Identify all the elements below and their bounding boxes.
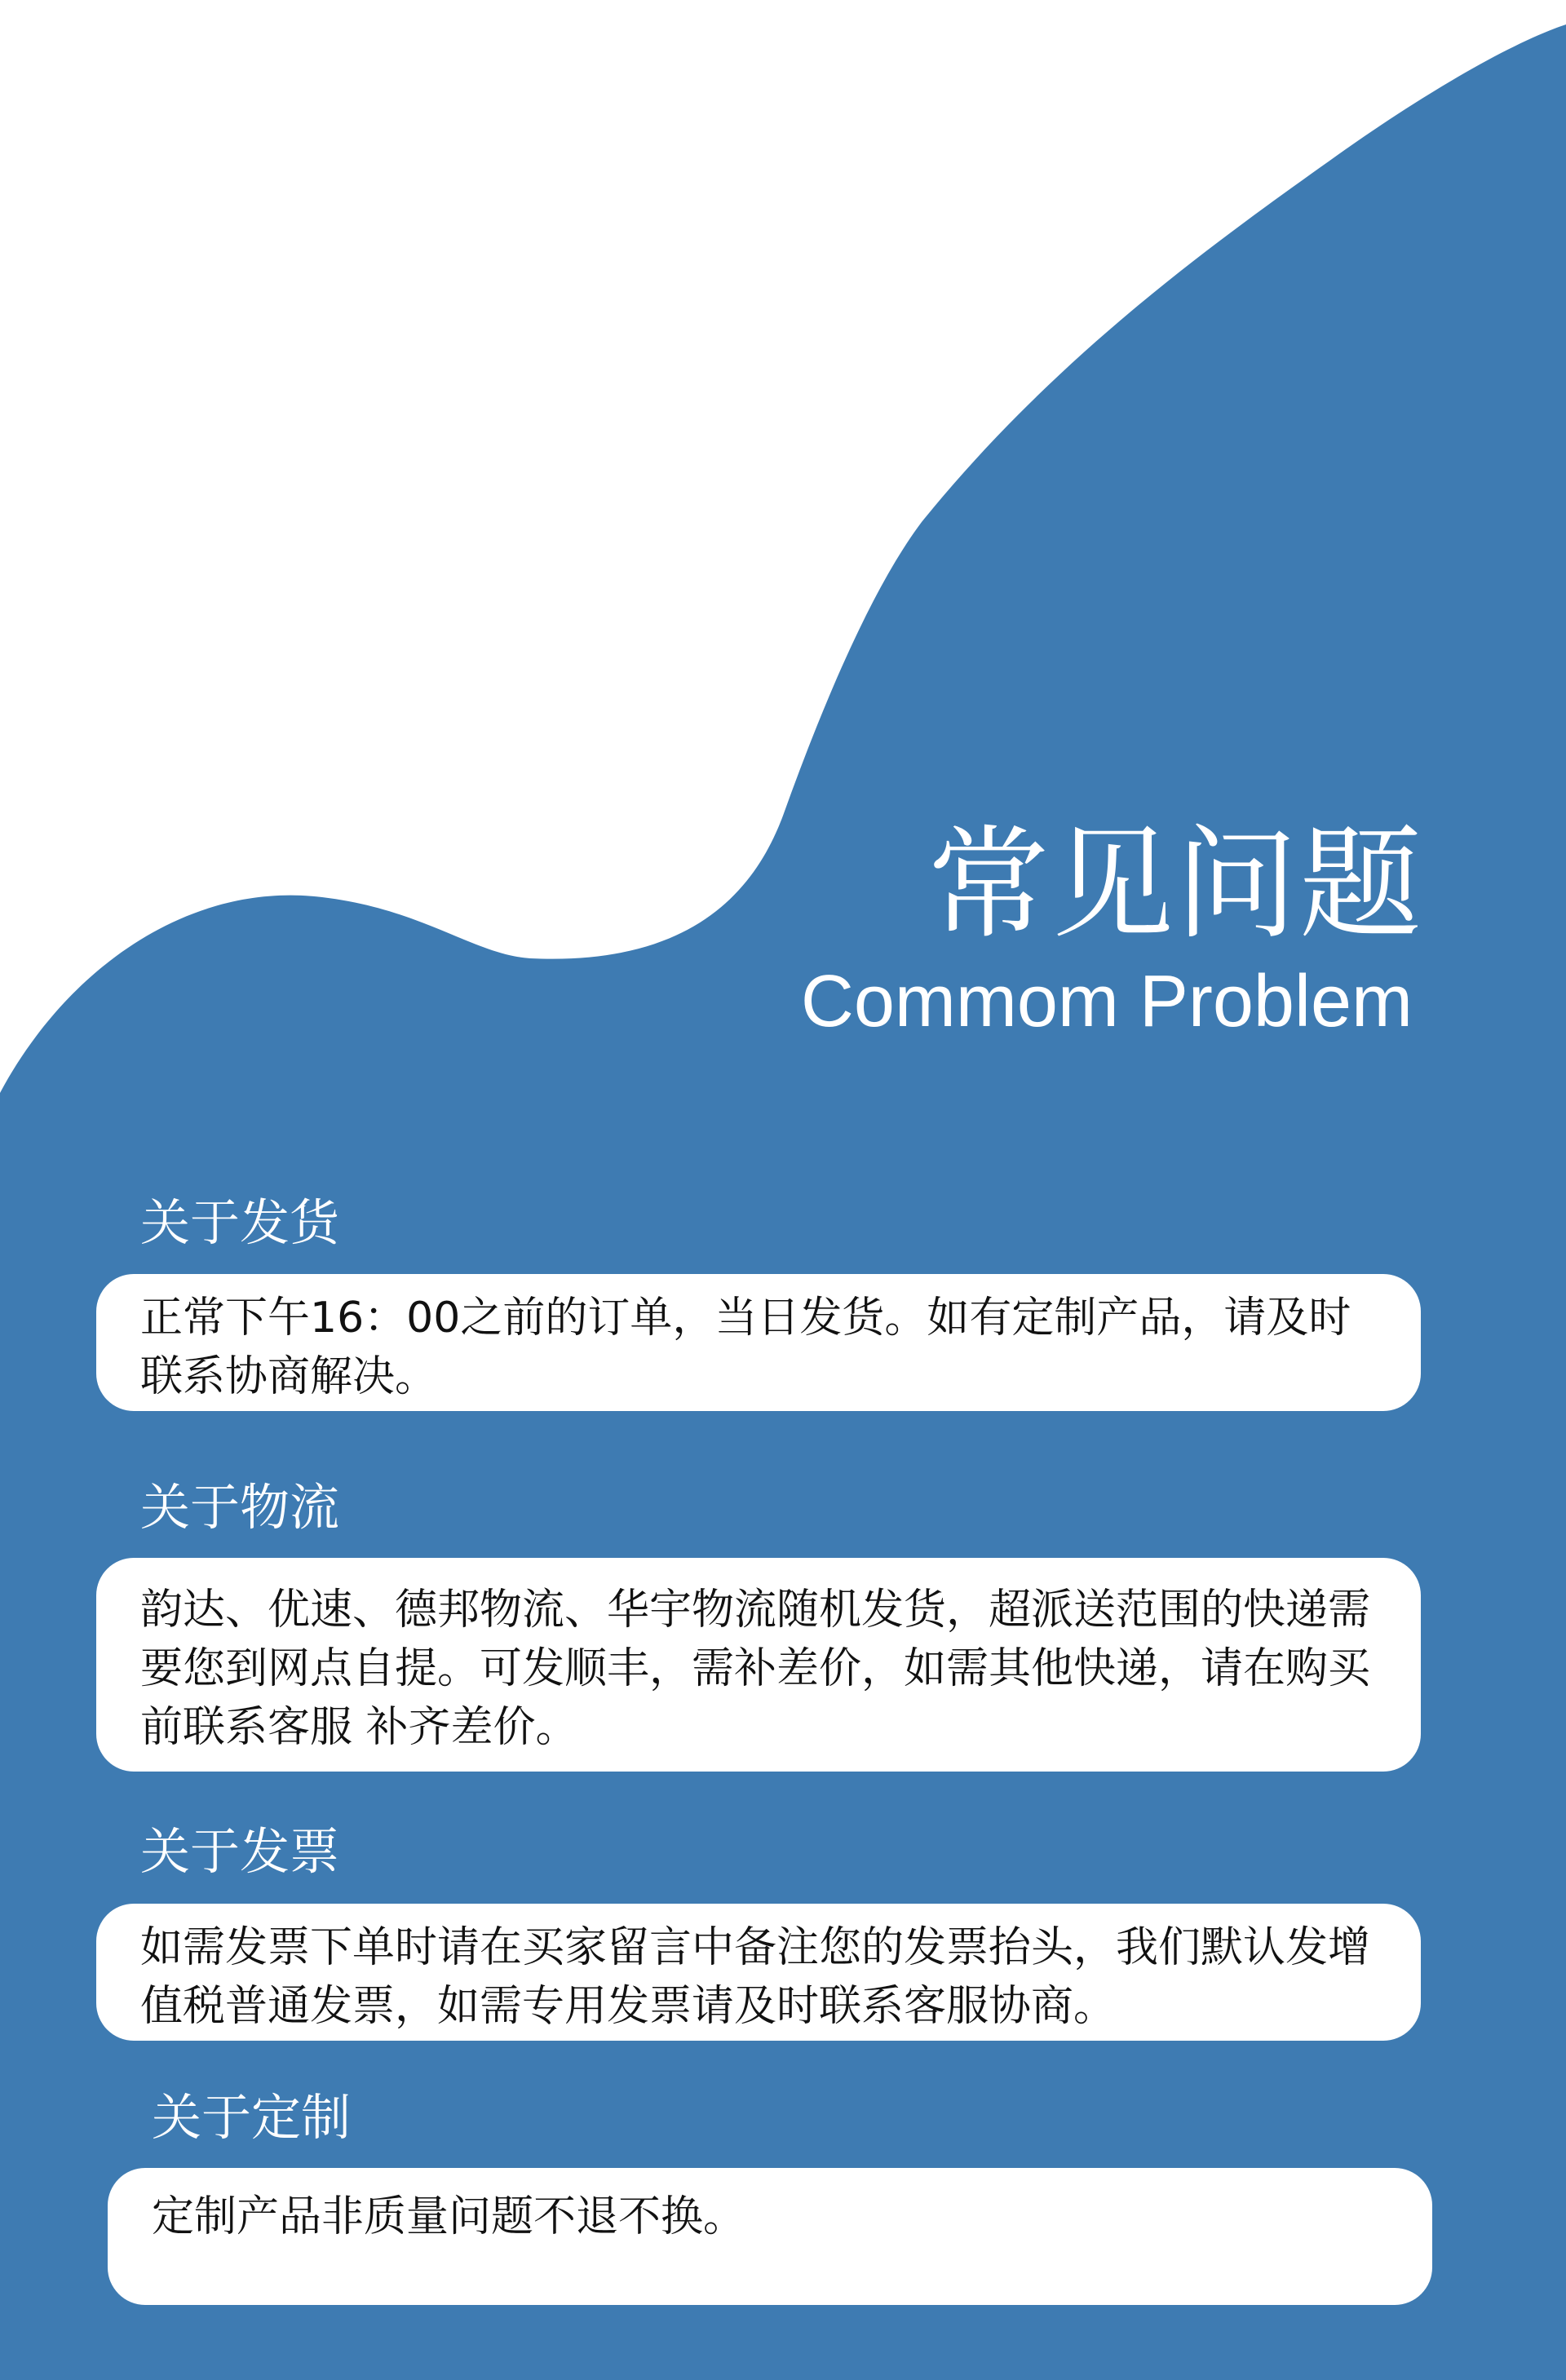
section-body-invoice: 如需发票下单时请在买家留言中备注您的发票抬头，我们默认发增值税普通发票，如需专用发票请及时联系客服协商。 — [140, 1923, 1371, 2031]
section-heading-logistics: 关于物流 — [140, 1479, 340, 1537]
section-card-custom — [108, 2168, 1432, 2305]
section-heading-invoice: 关于发票 — [140, 1823, 340, 1881]
section-body-shipping: 正常下午16：00之前的订单，当日发货。如有定制产品，请及时联系协商解决。 — [140, 1294, 1351, 1401]
section-card-shipping — [96, 1274, 1421, 1411]
page-title: 常见问题 — [927, 814, 1423, 956]
section-body-custom: 定制产品非质量问题不退不换。 — [152, 2192, 746, 2241]
section-heading-shipping: 关于发货 — [140, 1194, 340, 1252]
section-heading-custom: 关于定制 — [152, 2089, 352, 2147]
section-body-logistics: 韵达、优速、德邦物流、华宇物流随机发货，超派送范围的快递需要您到网点自提。可发顺丰，需补差价，如需其他快递，请在购买前联系客服 补齐差价。 — [140, 1586, 1371, 1752]
section-card-invoice — [96, 1904, 1421, 2041]
section-card-logistics — [96, 1558, 1421, 1772]
page-subtitle: Commom Problem — [800, 961, 1413, 1042]
